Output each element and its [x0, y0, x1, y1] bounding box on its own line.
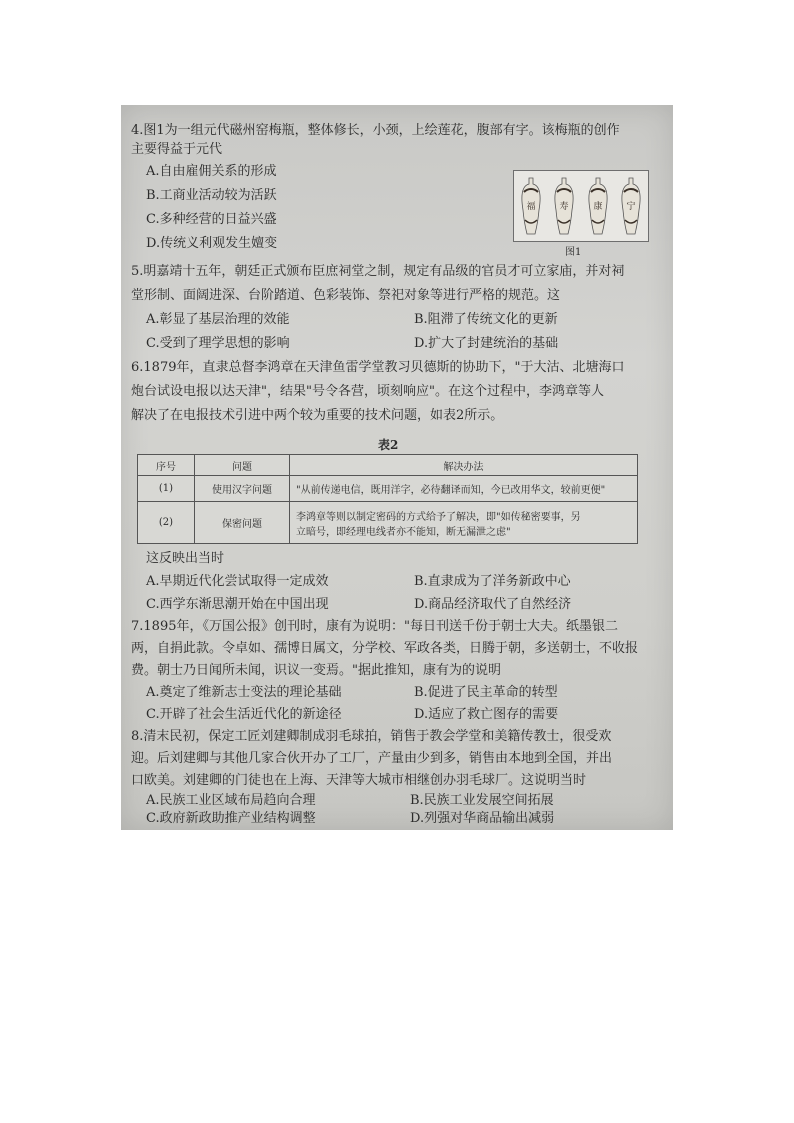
q7-stem-line1: 7.1895年，《万国公报》创刊时，康有为说明："每日刊送千份于朝士大夫。纸墨银二 — [131, 619, 618, 634]
table-cell-solution: "从前传递电信，既用洋字，必待翻译而知，今已改用华文，较前更便" — [290, 476, 638, 502]
table-header-problem: 问题 — [195, 455, 290, 476]
q6-stem-line3: 解决了在电报技术引进中两个较为重要的技术问题，如表2所示。 — [131, 408, 504, 423]
vase-image — [552, 176, 576, 236]
vase-character: 康 — [593, 202, 603, 212]
vase-character: 宁 — [626, 202, 636, 212]
table-cell-problem: 保密问题 — [195, 502, 290, 544]
figure-1-caption: 图1 — [565, 247, 582, 258]
q6-option-a: A.早期近代化尝试取得一定成效 — [146, 574, 329, 589]
table-cell-number: (1) — [138, 476, 195, 502]
q5-option-d: D.扩大了封建统治的基础 — [414, 336, 559, 351]
table-cell-problem: 使用汉字问题 — [195, 476, 290, 502]
q5-option-b: B.阻滞了传统文化的更新 — [414, 312, 558, 327]
q8-stem-line2: 迎。后刘建卿与其他几家合伙开办了工厂，产量由少到多，销售由本地到全国，并出 — [131, 751, 613, 766]
q6-question: 这反映出当时 — [146, 551, 225, 566]
q6-option-d: D.商品经济取代了自然经济 — [414, 597, 572, 612]
q7-stem-line2: 两，自捐此款。令卓如、孺博日属文，分学校、军政各类，日腾于朝，多送朝士，不收报 — [131, 641, 639, 656]
q4-option-c: C.多种经营的日益兴盛 — [146, 212, 277, 227]
vase-image — [519, 176, 543, 236]
vase-image — [586, 176, 610, 236]
table-cell-solution-line: 立暗号，即经理电线者亦不能知，断无漏泄之虑" — [296, 526, 511, 538]
table-header-row — [138, 455, 638, 476]
q4-stem-line2: 主要得益于元代 — [131, 142, 223, 157]
q4-option-d: D.传统义利观发生嬗变 — [146, 236, 278, 251]
table-cell-solution-line: 李鸿章等则以制定密码的方式给予了解决，即"如传秘密要事，另 — [296, 511, 581, 523]
table-row — [138, 502, 638, 544]
table-2-caption: 表2 — [378, 438, 399, 452]
q5-stem-line1: 5.明嘉靖十五年，朝廷正式颁布臣庶祠堂之制，规定有品级的官员才可立家庙，并对祠 — [131, 264, 625, 279]
q7-option-c: C.开辟了社会生活近代化的新途径 — [146, 707, 342, 722]
q8-option-d: D.列强对华商品输出减弱 — [410, 811, 555, 826]
q5-option-a: A.彰显了基层治理的效能 — [146, 312, 290, 327]
q6-stem-line1: 6.1879年，直隶总督李鸿章在天津鱼雷学堂教习贝德斯的协助下，"于大沽、北塘海口 — [131, 360, 625, 375]
q6-option-b: B.直隶成为了洋务新政中心 — [414, 574, 571, 589]
figure-1-vases — [513, 170, 649, 242]
q8-option-c: C.政府新政助推产业结构调整 — [146, 811, 316, 826]
vase-character: 寿 — [559, 202, 569, 212]
vase-character: 福 — [526, 202, 536, 212]
table-2 — [137, 454, 638, 544]
q8-option-a: A.民族工业区域布局趋向合理 — [146, 793, 316, 808]
table-cell-number: (2) — [138, 502, 195, 544]
q7-option-a: A.奠定了维新志士变法的理论基础 — [146, 685, 342, 700]
q5-stem-line2: 堂形制、面阔进深、台阶踏道、色彩装饰、祭祀对象等进行严格的规范。这 — [131, 288, 561, 303]
q8-option-b: B.民族工业发展空间拓展 — [410, 793, 554, 808]
q4-option-b: B.工商业活动较为活跃 — [146, 188, 277, 203]
q7-stem-line3: 费。朝士乃日闻所未闻，识议一变焉。"据此推知，康有为的说明 — [131, 663, 501, 678]
table-cell-solution — [290, 502, 638, 544]
table-row — [138, 476, 638, 502]
q5-option-c: C.受到了理学思想的影响 — [146, 336, 290, 351]
q8-stem-line1: 8.清末民初，保定工匠刘建卿制成羽毛球拍，销售于教会学堂和美籍传教士，很受欢 — [131, 729, 612, 744]
table-header-number: 序号 — [138, 455, 195, 476]
table-header-solution: 解决办法 — [290, 455, 638, 476]
vase-image — [619, 176, 643, 236]
q7-option-b: B.促进了民主革命的转型 — [414, 685, 558, 700]
q8-stem-line3: 口欧美。刘建卿的门徒也在上海、天津等大城市相继创办羽毛球厂。这说明当时 — [131, 773, 587, 788]
q6-stem-line2: 炮台试设电报以达天津"，结果"号令各营，顷刻响应"。在这个过程中，李鸿章等人 — [131, 384, 604, 399]
q7-option-d: D.适应了救亡图存的需要 — [414, 707, 559, 722]
q6-option-c: C.西学东渐思潮开始在中国出现 — [146, 597, 329, 612]
q4-stem-line1: 4.图1为一组元代磁州窑梅瓶，整体修长，小颈，上绘莲花，腹部有字。该梅瓶的创作 — [131, 123, 620, 138]
q4-option-a: A.自由雇佣关系的形成 — [146, 164, 277, 179]
